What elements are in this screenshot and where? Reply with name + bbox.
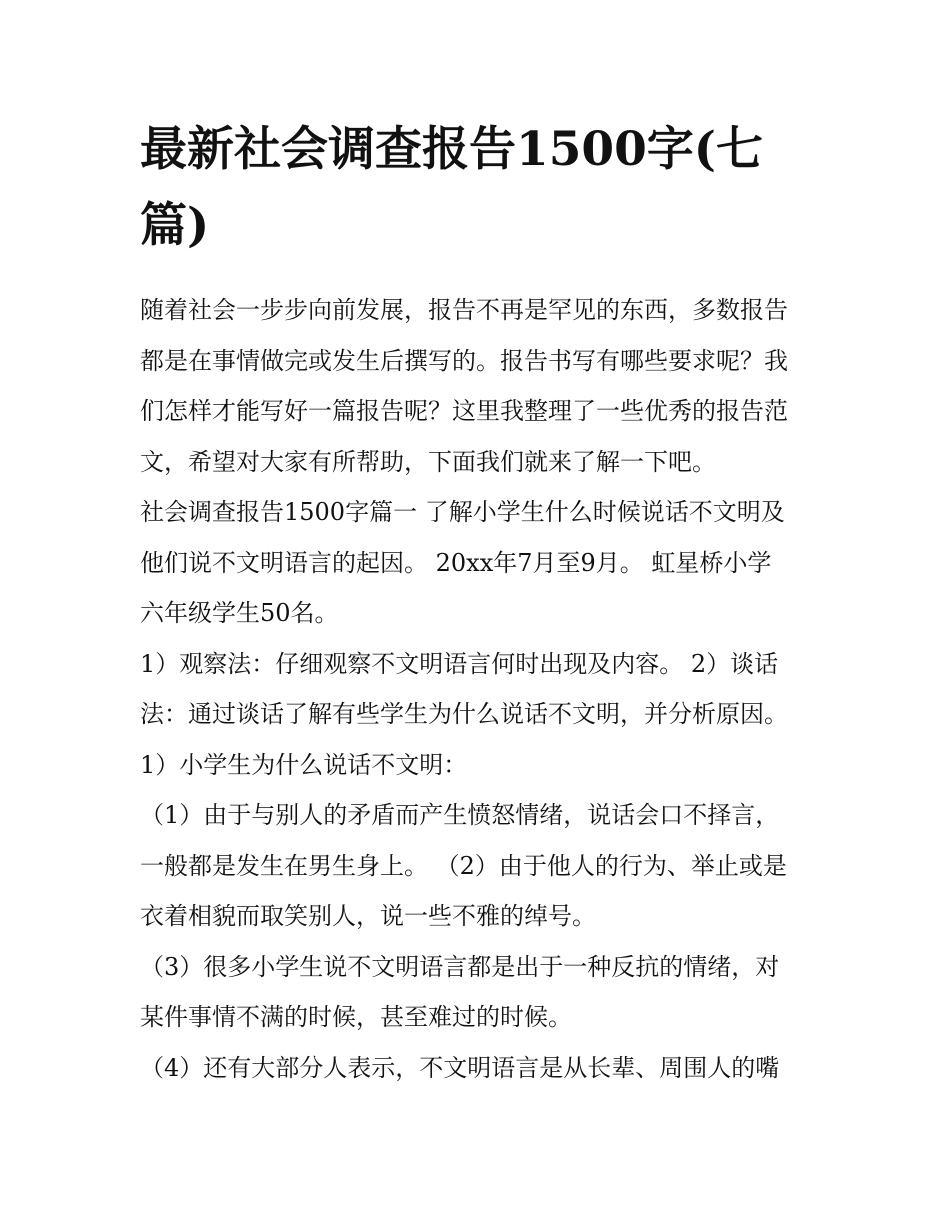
document-title (140, 112, 812, 264)
paragraph-reason-4 (140, 1043, 812, 1094)
text-line: （1）由于与别人的矛盾而产生愤怒情绪，说话会口不择言， (140, 801, 780, 829)
paragraph-reasons-heading (140, 740, 812, 791)
text-line: 1）观察法：仔细观察不文明语言何时出现及内容。 2）谈话 (140, 649, 779, 678)
text-line: 法：通过谈话了解有些学生为什么说话不文明，并分析原因。 (140, 700, 788, 728)
text-line: 文，希望对大家有所帮助，下面我们就来了解一下吧。 (140, 447, 716, 476)
paragraph-reason-3 (140, 942, 812, 1043)
document-body (140, 285, 812, 1093)
paragraph-intro (140, 285, 812, 487)
text-line: 都是在事情做完或发生后撰写的。报告书写有哪些要求呢？我 (140, 346, 788, 375)
text-line: 一般都是发生在男生身上。 （2）由于他人的行为、举止或是 (140, 851, 787, 880)
text-line: 社会调查报告1500字篇一 了解小学生什么时候说话不文明及 (140, 498, 785, 526)
text-line: 他们说不文明语言的起因。 20xx年7月至9月。 虹星桥小学 (140, 548, 772, 577)
text-line: （4）还有大部分人表示，不文明语言是从长辈、周围人的嘴 (140, 1053, 780, 1082)
text-line: 随着社会一步步向前发展，报告不再是罕见的东西，多数报告 (140, 296, 788, 324)
text-line: （3）很多小学生说不文明语言都是出于一种反抗的情绪，对 (140, 952, 780, 981)
title-line: 最新社会调查报告1500字(七 (140, 122, 764, 177)
text-line: 某件事情不满的时候，甚至难过的时候。 (140, 1003, 572, 1031)
title-line: 篇) (140, 198, 210, 253)
text-line: 衣着相貌而取笑别人，说一些不雅的绰号。 (140, 902, 596, 930)
paragraph-report-one (140, 487, 812, 639)
title-heading (140, 112, 812, 264)
text-line: 们怎样才能写好一篇报告呢？这里我整理了一些优秀的报告范 (140, 397, 788, 425)
document-page (140, 112, 812, 1093)
text-line: 1）小学生为什么说话不文明： (140, 750, 468, 779)
text-line: 六年级学生50名。 (140, 599, 339, 627)
paragraph-methods (140, 639, 812, 740)
paragraph-reason-1-2 (140, 790, 812, 942)
